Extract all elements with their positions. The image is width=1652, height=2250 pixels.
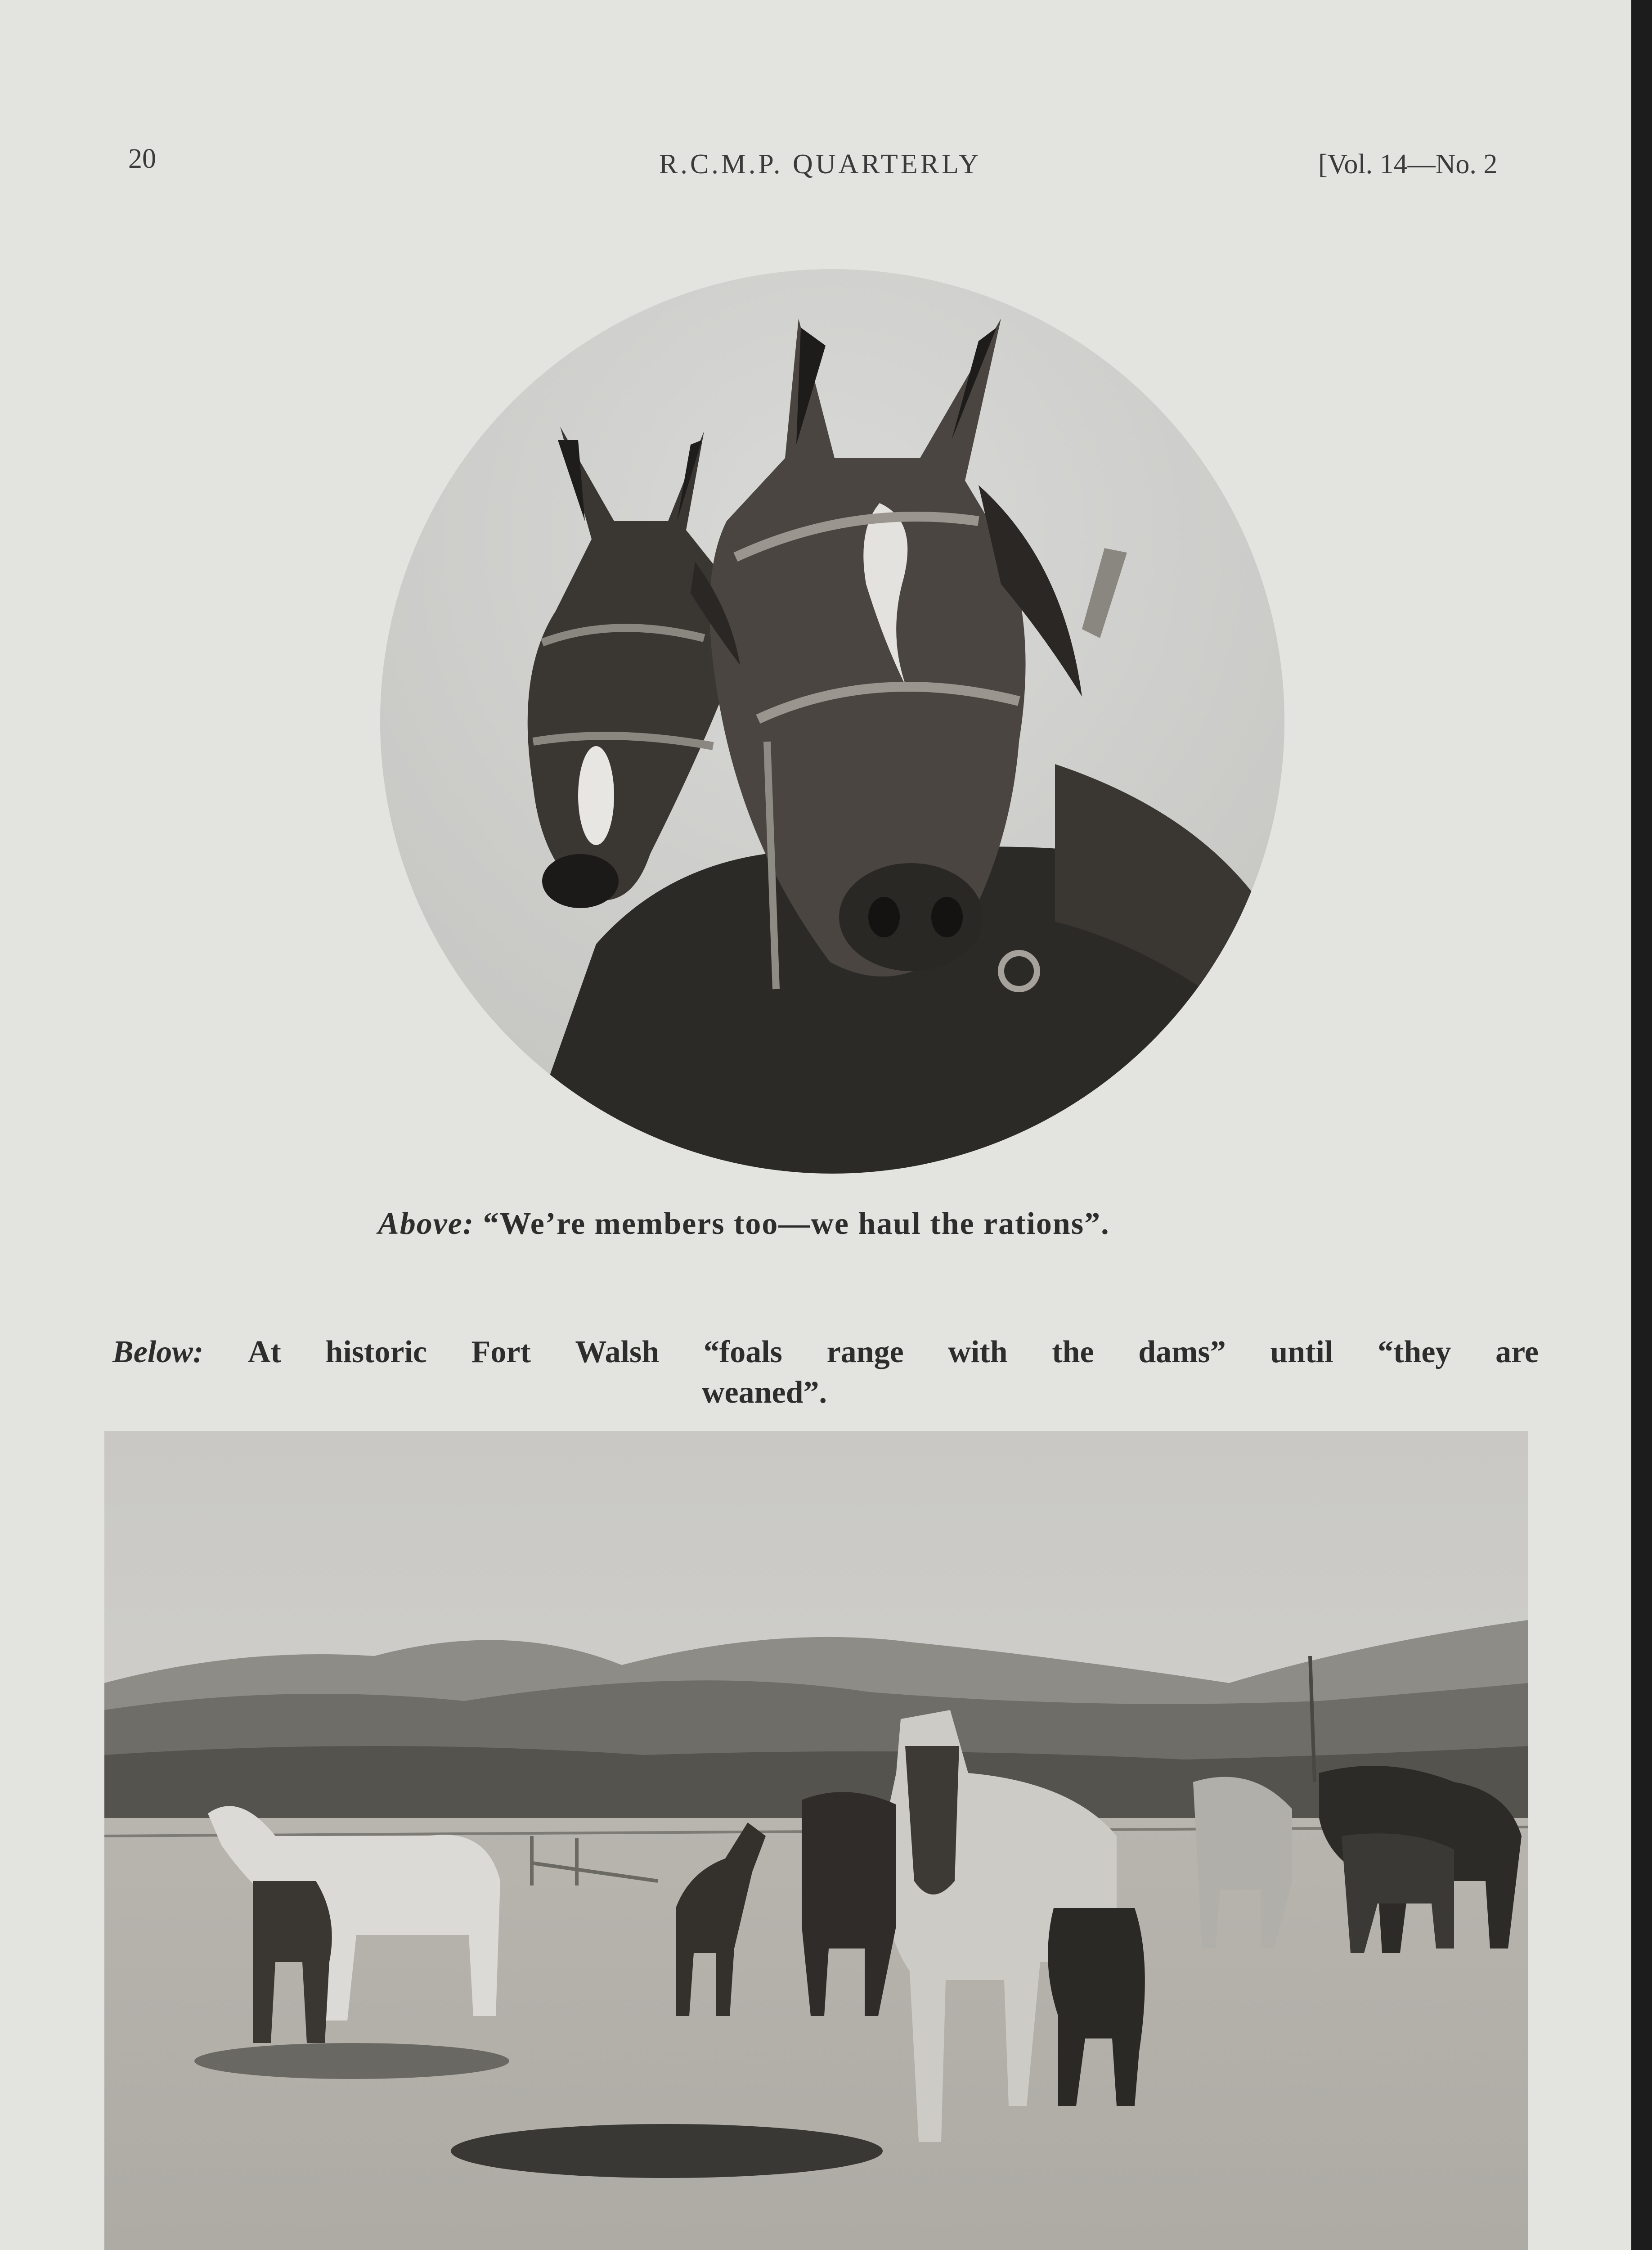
- caption-word: dams”: [1138, 1335, 1226, 1369]
- caption-below-lead: Below:: [112, 1335, 204, 1369]
- caption-word: “foals: [703, 1335, 782, 1369]
- caption-word: historic: [325, 1335, 427, 1369]
- caption-word: range: [826, 1335, 904, 1369]
- journal-title: R.C.M.P. QUARTERLY: [659, 149, 982, 180]
- caption-above: [378, 1206, 1110, 1242]
- caption-word: Walsh: [575, 1335, 660, 1369]
- horses-portrait-photo: [380, 269, 1284, 1174]
- caption-word: Fort: [471, 1335, 531, 1369]
- caption-above-lead: Above:: [378, 1206, 475, 1241]
- caption-word: are: [1495, 1335, 1539, 1369]
- caption-below-line-2: weaned”.: [702, 1375, 827, 1410]
- field-illustration: [104, 1431, 1528, 2250]
- caption-below-line-1: [112, 1334, 1539, 1370]
- running-header: [0, 143, 1602, 184]
- fort-walsh-field-photo: [104, 1431, 1528, 2250]
- caption-word: the: [1052, 1335, 1094, 1369]
- page-edge-shadow: [1631, 0, 1652, 2250]
- caption-word: “they: [1378, 1335, 1451, 1369]
- page-number: 20: [128, 144, 156, 174]
- volume-info: [Vol. 14—No. 2: [1318, 149, 1498, 180]
- caption-word: with: [948, 1335, 1008, 1369]
- caption-above-text: “We’re members too—we haul the rations”.: [483, 1206, 1110, 1241]
- caption-word: At: [247, 1335, 281, 1369]
- horses-portrait-illustration: [380, 269, 1284, 1174]
- caption-word: until: [1270, 1335, 1333, 1369]
